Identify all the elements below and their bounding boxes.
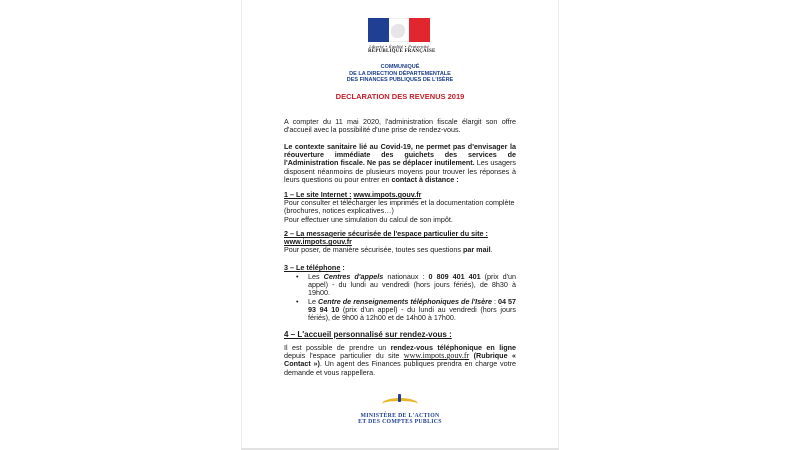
section1-line: Pour effectuer une simulation du calcul de son impôt. bbox=[284, 214, 453, 224]
impots-link[interactable]: www.impots.gouv.fr bbox=[284, 237, 352, 247]
section2-heading: 2 – La messagerie sécurisée de l'espace particulier du site : bbox=[284, 229, 488, 238]
section3-heading: 3 – Le téléphone bbox=[284, 263, 341, 272]
communique-line: DES FINANCES PUBLIQUES DE L'ISÈRE bbox=[346, 77, 454, 83]
item-italic: Centres d'appels bbox=[323, 272, 384, 281]
communique-line: COMMUNIQUÉ bbox=[380, 64, 420, 70]
impots-link[interactable]: www.impots.gouv.fr bbox=[353, 190, 422, 199]
ministry-line: MINISTÈRE DE L'ACTION bbox=[360, 413, 440, 419]
list-item bbox=[296, 298, 516, 323]
marianne-flag-icon bbox=[368, 18, 430, 42]
document-title: DECLARATION DES REVENUS 2019 bbox=[335, 92, 465, 101]
section2-text-bold: par mail bbox=[463, 245, 491, 255]
ministry-logo bbox=[352, 398, 448, 426]
item-text: (prix d'un appel) - du lundi au vendredi (hors jours fériés), de 8h30 à 19h00. bbox=[308, 272, 516, 298]
list-item bbox=[296, 273, 516, 298]
section2-text-end: . bbox=[490, 245, 493, 255]
context-text: Les usagers disposent néanmoins de plusieurs moyens pour trouver les réponses à leurs questions ou pour entrer en bbox=[284, 158, 516, 184]
phone-number[interactable]: 0 809 401 401 bbox=[428, 272, 481, 281]
item-text: Le bbox=[308, 296, 319, 306]
item-text: nationaux : bbox=[383, 272, 429, 281]
page-edge-right bbox=[558, 0, 559, 450]
page-edge-left bbox=[241, 0, 242, 450]
context-paragraph bbox=[284, 143, 516, 184]
phone-number[interactable]: 04 57 93 94 10 bbox=[308, 296, 516, 314]
ministry-emblem-icon bbox=[382, 398, 418, 410]
item-italic: Centre de renseignements téléphoniques de l'Isère bbox=[318, 296, 492, 306]
impots-link[interactable]: www.impots.gouv.fr bbox=[403, 351, 470, 361]
bullet: • bbox=[296, 272, 299, 281]
section1-heading: 1 – Le site Internet : bbox=[284, 190, 352, 199]
bullet: • bbox=[296, 296, 299, 306]
item-text: : bbox=[491, 296, 498, 306]
section4-text: depuis l'espace particulier du site bbox=[284, 351, 404, 361]
ministry-line: ET DES COMPTES PUBLICS bbox=[358, 419, 442, 426]
context-bold-end: contact à distance : bbox=[391, 174, 459, 184]
section1-line: Pour consulter et télécharger les imprimés et la documentation complète (brochures, notices explicatives…) bbox=[284, 198, 515, 216]
republic-name: RÉPUBLIQUE FRANÇAISE bbox=[368, 49, 436, 54]
item-text: (prix d'un appel) - du lundi au vendredi (hors jours fériés), de 9h00 à 12h00 et de 14h00 à 17h00. bbox=[308, 304, 516, 323]
intro-paragraph: A compter du 11 mai 2020, l'administration fiscale élargit son offre d'accueil avec la possibilité d'une prise de rendez-vous. bbox=[284, 117, 516, 135]
communique-header bbox=[300, 64, 500, 84]
phone-list bbox=[296, 273, 516, 322]
section-messaging bbox=[284, 230, 516, 255]
section2-text: Pour poser, de manière sécurisée, toutes ses questions bbox=[284, 245, 463, 255]
section-website bbox=[284, 191, 516, 224]
section4-bold: (Rubrique « Contact ») bbox=[284, 351, 516, 369]
context-bold: Le contexte sanitaire lié au Covid-19, ne permet pas d'envisager la réouverture immédiate des guichets des services de l'Administration fiscale. Ne pas se déplacer inutilement. bbox=[284, 142, 516, 168]
motto: Liberté • Égalité • Fraternité bbox=[369, 44, 429, 49]
section-phone-heading bbox=[284, 264, 516, 272]
section-appointment-heading bbox=[284, 331, 516, 339]
section4-bold: rendez-vous téléphonique en ligne bbox=[390, 343, 516, 352]
section4-text: . Un agent des Finances publiques prendra en charge votre demande et vous rappellera. bbox=[284, 359, 516, 377]
section4-text: Il est possible de prendre un bbox=[284, 343, 391, 352]
communique-line: DE LA DIRECTION DÉPARTEMENTALE bbox=[349, 70, 451, 77]
section-appointment bbox=[284, 344, 516, 377]
section4-heading: 4 – L'accueil personnalisé sur rendez-vous : bbox=[284, 330, 452, 339]
section3-heading-suffix: : bbox=[340, 263, 345, 272]
item-text: Les bbox=[308, 272, 324, 281]
republique-francaise-logo bbox=[368, 18, 436, 54]
